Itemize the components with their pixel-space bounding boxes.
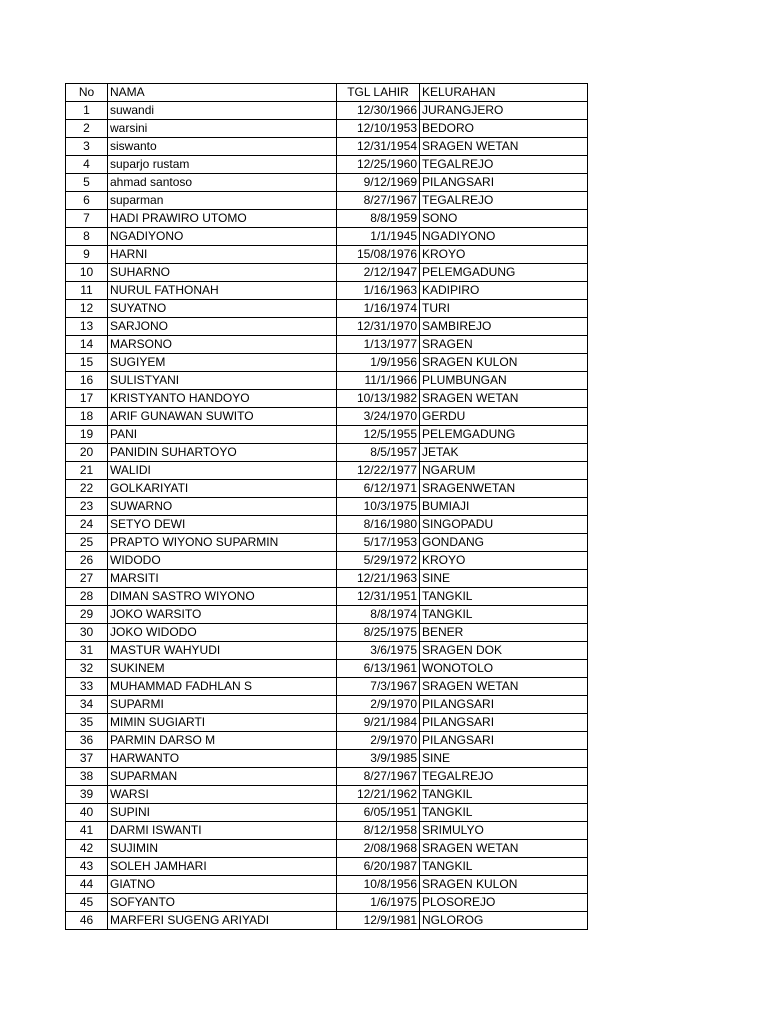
cell-no: 2 [66, 120, 108, 138]
cell-no: 32 [66, 660, 108, 678]
table-row [66, 696, 588, 714]
table-header-row [66, 84, 588, 102]
cell-kelurahan: SONO [420, 210, 588, 228]
cell-kelurahan: TURI [420, 300, 588, 318]
cell-tgl-lahir: 12/21/1963 [337, 570, 420, 588]
cell-no: 34 [66, 696, 108, 714]
cell-kelurahan: PLUMBUNGAN [420, 372, 588, 390]
table-row [66, 246, 588, 264]
cell-tgl-lahir: 5/29/1972 [337, 552, 420, 570]
cell-tgl-lahir: 12/31/1954 [337, 138, 420, 156]
cell-tgl-lahir: 9/12/1969 [337, 174, 420, 192]
cell-kelurahan: KADIPIRO [420, 282, 588, 300]
cell-nama: MUHAMMAD FADHLAN S [108, 678, 337, 696]
cell-kelurahan: PLOSOREJO [420, 894, 588, 912]
table-row [66, 300, 588, 318]
cell-nama: SOLEH JAMHARI [108, 858, 337, 876]
header-tgl-lahir: TGL LAHIR [337, 84, 420, 102]
cell-no: 11 [66, 282, 108, 300]
cell-nama: ARIF GUNAWAN SUWITO [108, 408, 337, 426]
table-row [66, 426, 588, 444]
table-row [66, 498, 588, 516]
table-row [66, 444, 588, 462]
cell-nama: SUJIMIN [108, 840, 337, 858]
table-row [66, 228, 588, 246]
cell-kelurahan: PILANGSARI [420, 174, 588, 192]
cell-no: 14 [66, 336, 108, 354]
cell-kelurahan: PELEMGADUNG [420, 426, 588, 444]
table-row [66, 714, 588, 732]
table-body [66, 102, 588, 930]
cell-kelurahan: BEDORO [420, 120, 588, 138]
table-row [66, 156, 588, 174]
cell-no: 8 [66, 228, 108, 246]
cell-no: 4 [66, 156, 108, 174]
cell-nama: JOKO WARSITO [108, 606, 337, 624]
header-kelurahan: KELURAHAN [420, 84, 588, 102]
cell-kelurahan: GONDANG [420, 534, 588, 552]
table-row [66, 660, 588, 678]
cell-nama: MIMIN SUGIARTI [108, 714, 337, 732]
cell-no: 29 [66, 606, 108, 624]
cell-no: 42 [66, 840, 108, 858]
header-no: No [66, 84, 108, 102]
cell-nama: SOFYANTO [108, 894, 337, 912]
cell-tgl-lahir: 12/9/1981 [337, 912, 420, 930]
cell-no: 43 [66, 858, 108, 876]
cell-kelurahan: NGARUM [420, 462, 588, 480]
cell-nama: SULISTYANI [108, 372, 337, 390]
cell-no: 10 [66, 264, 108, 282]
cell-kelurahan: TANGKIL [420, 588, 588, 606]
cell-no: 46 [66, 912, 108, 930]
cell-kelurahan: SRAGEN WETAN [420, 390, 588, 408]
cell-nama: SETYO DEWI [108, 516, 337, 534]
cell-kelurahan: PILANGSARI [420, 696, 588, 714]
cell-kelurahan: WONOTOLO [420, 660, 588, 678]
cell-nama: suparman [108, 192, 337, 210]
cell-no: 16 [66, 372, 108, 390]
cell-nama: SUHARNO [108, 264, 337, 282]
cell-kelurahan: TANGKIL [420, 786, 588, 804]
cell-tgl-lahir: 8/16/1980 [337, 516, 420, 534]
cell-nama: GOLKARIYATI [108, 480, 337, 498]
cell-kelurahan: TEGALREJO [420, 156, 588, 174]
cell-nama: WIDODO [108, 552, 337, 570]
cell-kelurahan: BENER [420, 624, 588, 642]
cell-kelurahan: NGADIYONO [420, 228, 588, 246]
cell-no: 28 [66, 588, 108, 606]
table-row [66, 804, 588, 822]
cell-no: 20 [66, 444, 108, 462]
cell-kelurahan: TEGALREJO [420, 768, 588, 786]
cell-tgl-lahir: 3/24/1970 [337, 408, 420, 426]
cell-nama: MARSITI [108, 570, 337, 588]
cell-no: 37 [66, 750, 108, 768]
cell-nama: HARNI [108, 246, 337, 264]
cell-nama: DIMAN SASTRO WIYONO [108, 588, 337, 606]
cell-nama: WARSI [108, 786, 337, 804]
table-row [66, 912, 588, 930]
cell-tgl-lahir: 6/05/1951 [337, 804, 420, 822]
cell-nama: HADI PRAWIRO UTOMO [108, 210, 337, 228]
cell-nama: MARSONO [108, 336, 337, 354]
cell-nama: ahmad santoso [108, 174, 337, 192]
cell-no: 40 [66, 804, 108, 822]
cell-no: 12 [66, 300, 108, 318]
cell-kelurahan: PELEMGADUNG [420, 264, 588, 282]
table-row [66, 786, 588, 804]
cell-nama: SUPARMAN [108, 768, 337, 786]
cell-no: 39 [66, 786, 108, 804]
cell-nama: GIATNO [108, 876, 337, 894]
cell-tgl-lahir: 6/13/1961 [337, 660, 420, 678]
cell-no: 19 [66, 426, 108, 444]
cell-no: 17 [66, 390, 108, 408]
cell-kelurahan: SRAGENWETAN [420, 480, 588, 498]
table-row [66, 318, 588, 336]
cell-tgl-lahir: 12/30/1966 [337, 102, 420, 120]
table-row [66, 588, 588, 606]
cell-no: 30 [66, 624, 108, 642]
cell-kelurahan: SRAGEN DOK [420, 642, 588, 660]
cell-kelurahan: SINE [420, 570, 588, 588]
cell-no: 5 [66, 174, 108, 192]
cell-tgl-lahir: 12/31/1970 [337, 318, 420, 336]
cell-no: 44 [66, 876, 108, 894]
cell-tgl-lahir: 6/20/1987 [337, 858, 420, 876]
cell-no: 1 [66, 102, 108, 120]
cell-kelurahan: TANGKIL [420, 858, 588, 876]
cell-nama: SUGIYEM [108, 354, 337, 372]
cell-tgl-lahir: 8/25/1975 [337, 624, 420, 642]
cell-tgl-lahir: 6/12/1971 [337, 480, 420, 498]
cell-tgl-lahir: 12/10/1953 [337, 120, 420, 138]
cell-nama: suwandi [108, 102, 337, 120]
cell-tgl-lahir: 8/5/1957 [337, 444, 420, 462]
cell-tgl-lahir: 3/9/1985 [337, 750, 420, 768]
table-row [66, 876, 588, 894]
cell-kelurahan: SRAGEN KULON [420, 876, 588, 894]
cell-nama: DARMI ISWANTI [108, 822, 337, 840]
cell-no: 21 [66, 462, 108, 480]
table-row [66, 642, 588, 660]
cell-nama: MARFERI SUGENG ARIYADI [108, 912, 337, 930]
table-row [66, 390, 588, 408]
cell-tgl-lahir: 3/6/1975 [337, 642, 420, 660]
table-row [66, 102, 588, 120]
cell-no: 24 [66, 516, 108, 534]
cell-nama: NURUL FATHONAH [108, 282, 337, 300]
cell-kelurahan: GERDU [420, 408, 588, 426]
table-row [66, 750, 588, 768]
cell-no: 3 [66, 138, 108, 156]
cell-tgl-lahir: 12/25/1960 [337, 156, 420, 174]
header-nama: NAMA [108, 84, 337, 102]
cell-tgl-lahir: 5/17/1953 [337, 534, 420, 552]
cell-no: 23 [66, 498, 108, 516]
cell-kelurahan: SRAGEN WETAN [420, 678, 588, 696]
cell-tgl-lahir: 12/21/1962 [337, 786, 420, 804]
table-row [66, 624, 588, 642]
cell-kelurahan: BUMIAJI [420, 498, 588, 516]
table-row [66, 354, 588, 372]
cell-kelurahan: SINE [420, 750, 588, 768]
cell-no: 9 [66, 246, 108, 264]
cell-nama: NGADIYONO [108, 228, 337, 246]
table-row [66, 462, 588, 480]
table-row [66, 480, 588, 498]
cell-no: 35 [66, 714, 108, 732]
cell-nama: JOKO WIDODO [108, 624, 337, 642]
cell-no: 33 [66, 678, 108, 696]
cell-tgl-lahir: 12/31/1951 [337, 588, 420, 606]
table-row [66, 210, 588, 228]
cell-nama: SUWARNO [108, 498, 337, 516]
cell-nama: warsini [108, 120, 337, 138]
cell-nama: MASTUR WAHYUDI [108, 642, 337, 660]
cell-no: 22 [66, 480, 108, 498]
cell-tgl-lahir: 12/5/1955 [337, 426, 420, 444]
cell-kelurahan: SRIMULYO [420, 822, 588, 840]
cell-no: 27 [66, 570, 108, 588]
cell-kelurahan: NGLOROG [420, 912, 588, 930]
cell-kelurahan: KROYO [420, 246, 588, 264]
cell-tgl-lahir: 7/3/1967 [337, 678, 420, 696]
cell-tgl-lahir: 9/21/1984 [337, 714, 420, 732]
cell-kelurahan: TANGKIL [420, 804, 588, 822]
cell-kelurahan: PILANGSARI [420, 714, 588, 732]
cell-tgl-lahir: 8/8/1959 [337, 210, 420, 228]
cell-tgl-lahir: 2/9/1970 [337, 696, 420, 714]
table-row [66, 408, 588, 426]
cell-tgl-lahir: 1/1/1945 [337, 228, 420, 246]
table-row [66, 678, 588, 696]
cell-nama: suparjo rustam [108, 156, 337, 174]
cell-no: 45 [66, 894, 108, 912]
cell-nama: PRAPTO WIYONO SUPARMIN [108, 534, 337, 552]
data-table [65, 83, 588, 930]
cell-tgl-lahir: 1/16/1974 [337, 300, 420, 318]
table-row [66, 822, 588, 840]
table-row [66, 120, 588, 138]
cell-kelurahan: SRAGEN WETAN [420, 840, 588, 858]
cell-no: 38 [66, 768, 108, 786]
cell-nama: SUYATNO [108, 300, 337, 318]
cell-kelurahan: SRAGEN KULON [420, 354, 588, 372]
table-row [66, 894, 588, 912]
cell-nama: SARJONO [108, 318, 337, 336]
cell-tgl-lahir: 15/08/1976 [337, 246, 420, 264]
table-row [66, 138, 588, 156]
cell-kelurahan: JETAK [420, 444, 588, 462]
table-row [66, 606, 588, 624]
table-row [66, 570, 588, 588]
cell-nama: PARMIN DARSO M [108, 732, 337, 750]
cell-no: 41 [66, 822, 108, 840]
cell-tgl-lahir: 2/9/1970 [337, 732, 420, 750]
table-row [66, 858, 588, 876]
cell-no: 31 [66, 642, 108, 660]
cell-kelurahan: SAMBIREJO [420, 318, 588, 336]
cell-tgl-lahir: 1/9/1956 [337, 354, 420, 372]
cell-tgl-lahir: 2/12/1947 [337, 264, 420, 282]
cell-tgl-lahir: 8/27/1967 [337, 192, 420, 210]
cell-tgl-lahir: 1/16/1963 [337, 282, 420, 300]
cell-no: 13 [66, 318, 108, 336]
table-row [66, 336, 588, 354]
cell-kelurahan: TANGKIL [420, 606, 588, 624]
cell-no: 18 [66, 408, 108, 426]
cell-no: 7 [66, 210, 108, 228]
cell-tgl-lahir: 8/8/1974 [337, 606, 420, 624]
cell-tgl-lahir: 10/3/1975 [337, 498, 420, 516]
cell-tgl-lahir: 8/12/1958 [337, 822, 420, 840]
cell-kelurahan: SINGOPADU [420, 516, 588, 534]
table-row [66, 552, 588, 570]
cell-no: 6 [66, 192, 108, 210]
cell-tgl-lahir: 1/13/1977 [337, 336, 420, 354]
cell-nama: WALIDI [108, 462, 337, 480]
table-row [66, 264, 588, 282]
cell-kelurahan: TEGALREJO [420, 192, 588, 210]
table-row [66, 534, 588, 552]
cell-no: 15 [66, 354, 108, 372]
cell-nama: PANI [108, 426, 337, 444]
cell-kelurahan: JURANGJERO [420, 102, 588, 120]
cell-tgl-lahir: 12/22/1977 [337, 462, 420, 480]
cell-no: 25 [66, 534, 108, 552]
cell-nama: PANIDIN SUHARTOYO [108, 444, 337, 462]
table-row [66, 372, 588, 390]
cell-tgl-lahir: 10/13/1982 [337, 390, 420, 408]
cell-tgl-lahir: 10/8/1956 [337, 876, 420, 894]
cell-tgl-lahir: 2/08/1968 [337, 840, 420, 858]
table-row [66, 174, 588, 192]
cell-no: 26 [66, 552, 108, 570]
cell-tgl-lahir: 8/27/1967 [337, 768, 420, 786]
table-row [66, 192, 588, 210]
cell-nama: SUPINI [108, 804, 337, 822]
table-row [66, 840, 588, 858]
cell-kelurahan: SRAGEN WETAN [420, 138, 588, 156]
cell-nama: HARWANTO [108, 750, 337, 768]
cell-kelurahan: SRAGEN [420, 336, 588, 354]
cell-kelurahan: PILANGSARI [420, 732, 588, 750]
table-row [66, 516, 588, 534]
cell-nama: SUKINEM [108, 660, 337, 678]
cell-nama: SUPARMI [108, 696, 337, 714]
table-row [66, 282, 588, 300]
table-row [66, 732, 588, 750]
table-row [66, 768, 588, 786]
cell-tgl-lahir: 1/6/1975 [337, 894, 420, 912]
cell-kelurahan: KROYO [420, 552, 588, 570]
cell-no: 36 [66, 732, 108, 750]
cell-tgl-lahir: 11/1/1966 [337, 372, 420, 390]
cell-nama: siswanto [108, 138, 337, 156]
cell-nama: KRISTYANTO HANDOYO [108, 390, 337, 408]
